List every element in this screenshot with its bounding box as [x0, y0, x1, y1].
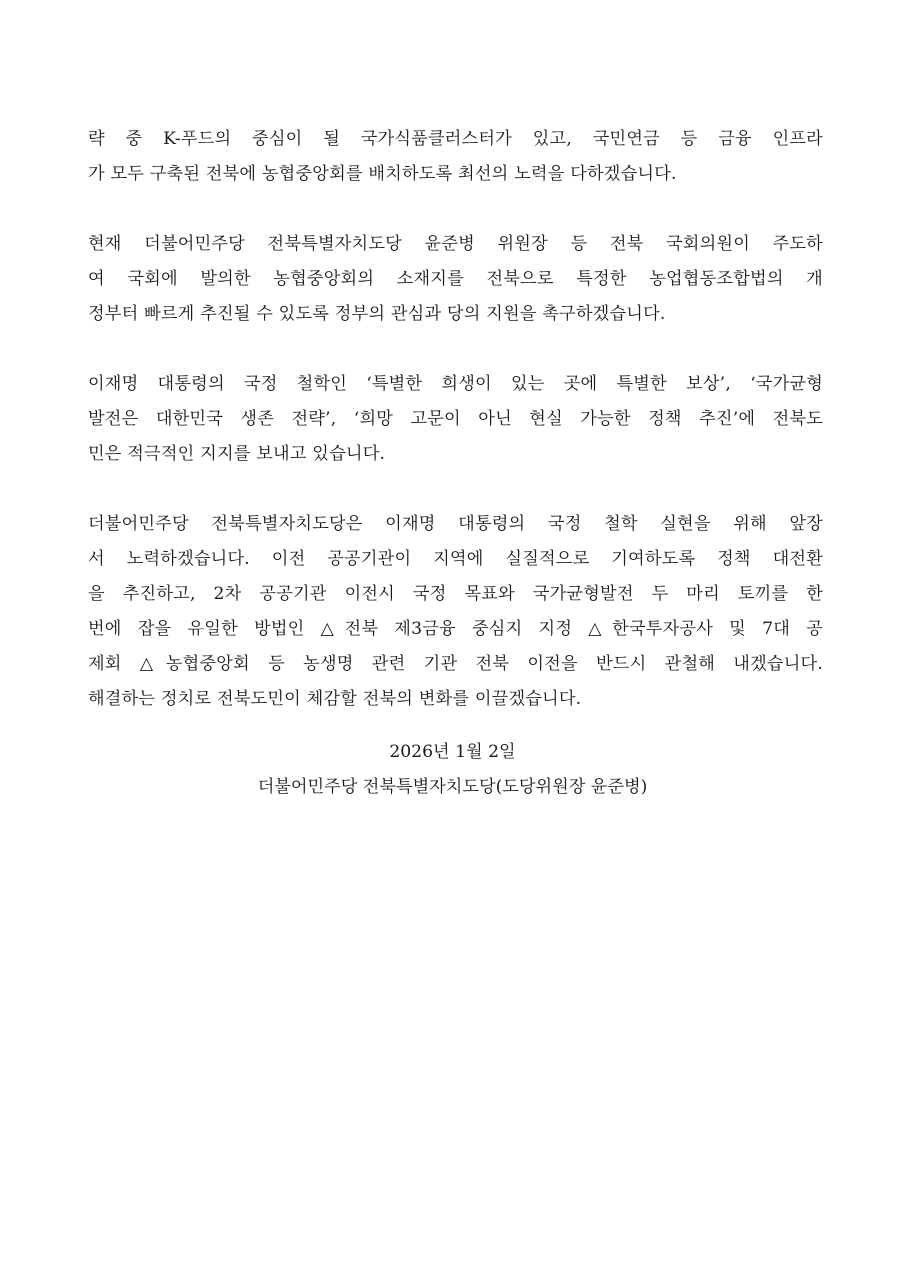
text-line: 이재명 대통령의 국정 철학인 ‘특별한 희생이 있는 곳에 특별한 보상’, ‘국가균형: [88, 374, 823, 394]
paragraph-gap: [88, 332, 823, 367]
text-line: 을 추진하고, 2차 공공기관 이전시 국정 목표와 국가균형발전 두 마리 토끼를 한: [88, 584, 823, 604]
signature-date: 2026년 1월 2일: [389, 742, 516, 762]
text-line: 가 모두 구축된 전북에 농협중앙회를 배치하도록 최선의 노력을 다하겠습니다.: [88, 164, 677, 184]
signature-block: [0, 735, 905, 805]
text-line: 정부터 빠르게 추진될 수 있도록 정부의 관심과 당의 지원을 촉구하겠습니다.: [88, 304, 666, 324]
text-line: 발전은 대한민국 생존 전략’, ‘희망 고문이 아닌 현실 가능한 정책 추진’에 전북도: [88, 409, 823, 429]
text-line: 서 노력하겠습니다. 이전 공공기관이 지역에 실질적으로 기여하도록 정책 대전환: [88, 549, 823, 569]
text-line: 현재 더불어민주당 전북특별자치도당 윤준병 위원장 등 전북 국회의원이 주도하: [88, 234, 823, 254]
paragraph-4: [88, 507, 823, 717]
text-line: 민은 적극적인 지지를 보내고 있습니다.: [88, 444, 386, 464]
paragraph-2: [88, 227, 823, 332]
text-line: 해결하는 정치로 전북도민이 체감할 전북의 변화를 이끌겠습니다.: [88, 689, 582, 709]
paragraph-gap: [88, 472, 823, 507]
text-line: 략 중 K-푸드의 중심이 될 국가식품클러스터가 있고, 국민연금 등 금융 인프라: [88, 129, 823, 149]
signature-organization: 더불어민주당 전북특별자치도당(도당위원장 윤준병): [257, 777, 648, 797]
paragraph-3: [88, 367, 823, 472]
text-line: 제회 △농협중앙회 등 농생명 관련 기관 전북 이전을 반드시 관철해 내겠습니다.: [88, 654, 823, 674]
text-line: 번에 잡을 유일한 방법인 △전북 제3금융 중심지 지정 △한국투자공사 및 7대 공: [88, 619, 823, 639]
document-body: [88, 122, 823, 717]
paragraph-1: [88, 122, 823, 192]
paragraph-gap: [88, 192, 823, 227]
text-line: 더불어민주당 전북특별자치도당은 이재명 대통령의 국정 철학 실현을 위해 앞장: [88, 514, 823, 534]
text-line: 여 국회에 발의한 농협중앙회의 소재지를 전북으로 특정한 농업협동조합법의 개: [88, 269, 823, 289]
